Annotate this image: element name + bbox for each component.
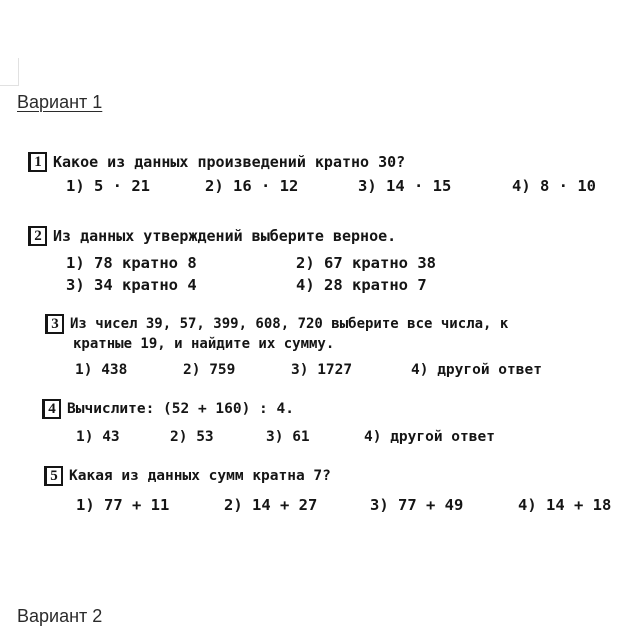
variant-2-heading: Вариант 2	[17, 606, 103, 626]
task-3-answer-1[interactable]: 1) 438	[75, 362, 128, 378]
task-3-answers	[45, 362, 542, 384]
task-1-answer-1[interactable]: 1) 5 · 21	[66, 177, 150, 195]
task-2-answer-3[interactable]: 3) 34 кратно 4	[66, 276, 197, 294]
task-2-answer-2[interactable]: 2) 67 кратно 38	[296, 254, 436, 272]
task-4-answers	[42, 429, 495, 451]
task-3-answer-2[interactable]: 2) 759	[183, 362, 236, 378]
task-1-answer-3[interactable]: 3) 14 · 15	[358, 177, 452, 195]
task-5-answers	[44, 496, 612, 518]
task-3-question-continuation: кратные 19, и найдите их сумму.	[73, 336, 335, 352]
task-3-answer-3[interactable]: 3) 1727	[291, 362, 353, 378]
task-3-question-row	[45, 314, 508, 334]
task-4-answer-2[interactable]: 2) 53	[170, 429, 214, 445]
task-5	[44, 466, 612, 518]
task-3-answer-4[interactable]: 4) другой ответ	[411, 362, 542, 378]
task-5-question-row	[44, 466, 331, 486]
task-4-question: Вычислите: (52 + 160) : 4.	[67, 401, 294, 417]
task-4-number-box: 4	[42, 399, 61, 419]
task-5-answer-2[interactable]: 2) 14 + 27	[224, 496, 318, 514]
task-1-number-box: 1	[28, 152, 47, 172]
task-4-answer-4[interactable]: 4) другой ответ	[364, 429, 495, 445]
variant-1-heading: Вариант 1	[17, 92, 103, 112]
task-5-answer-3[interactable]: 3) 77 + 49	[370, 496, 464, 514]
task-1-answers	[28, 177, 596, 199]
task-2-answers-row-2	[28, 276, 427, 298]
task-2-answer-4[interactable]: 4) 28 кратно 7	[296, 276, 427, 294]
task-1-question: Какое из данных произведений кратно 30?	[53, 153, 406, 171]
page-corner-mark	[0, 58, 19, 86]
task-4-question-row	[42, 399, 294, 419]
task-5-answer-4[interactable]: 4) 14 + 18	[518, 496, 612, 514]
task-5-question: Какая из данных сумм кратна 7?	[69, 468, 331, 484]
task-1-question-row	[28, 152, 405, 172]
task-3-question: Из чисел 39, 57, 399, 608, 720 выберите все числа, к	[70, 316, 509, 332]
task-1-answer-4[interactable]: 4) 8 · 10	[512, 177, 596, 195]
task-4-answer-1[interactable]: 1) 43	[76, 429, 120, 445]
task-2-answer-1[interactable]: 1) 78 кратно 8	[66, 254, 197, 272]
task-1-answer-2[interactable]: 2) 16 · 12	[205, 177, 299, 195]
task-3	[45, 314, 542, 384]
task-5-number-box: 5	[44, 466, 63, 486]
task-2-question-row	[28, 226, 396, 246]
task-2-number-box: 2	[28, 226, 47, 246]
task-4	[42, 399, 495, 451]
task-5-answer-1[interactable]: 1) 77 + 11	[76, 496, 170, 514]
task-2	[28, 226, 436, 298]
task-2-answers-row-1	[28, 254, 436, 276]
task-3-number-box: 3	[45, 314, 64, 334]
task-1	[28, 152, 596, 199]
task-2-question: Из данных утверждений выберите верное.	[53, 227, 397, 245]
task-4-answer-3[interactable]: 3) 61	[266, 429, 310, 445]
